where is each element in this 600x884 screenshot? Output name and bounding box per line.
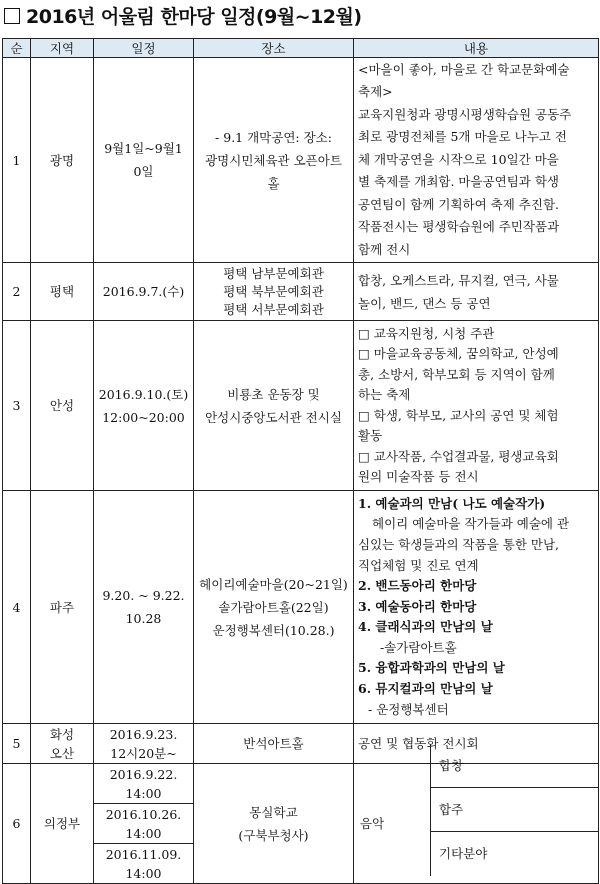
date-line: 2016.11.09. <box>105 846 182 862</box>
content-line: □ 교사작품, 수업결과물, 평생교육회 <box>358 448 559 464</box>
row-region: 광명 <box>31 58 94 263</box>
content-line: 헤이리 예술마을 작가들과 예술에 관 <box>372 516 570 532</box>
table-row <box>3 321 599 491</box>
content-line: 4. 클래식과의 만남의 날 <box>358 619 493 635</box>
content-line: -솔가람아트홀 <box>380 639 457 655</box>
row-date <box>94 804 194 844</box>
content-line: 놀이, 밴드, 댄스 등 공연 <box>358 295 491 311</box>
content-line: 직업체험 및 진로 연계 <box>358 557 479 573</box>
row-category: 음악 <box>354 764 599 884</box>
header-no: 순 <box>3 39 31 58</box>
content-line: 5. 융합과학과의 만남의 날 <box>358 660 505 676</box>
row-date <box>94 491 194 724</box>
place-line: 비룡초 운동장 및 <box>227 386 320 402</box>
row6-items <box>430 744 599 876</box>
row-place: 반석아트홀 <box>194 724 354 764</box>
row-content <box>354 58 599 263</box>
header-date: 일정 <box>94 39 194 58</box>
content-line: 총, 소방서, 학부모회 등 지역이 함께 <box>358 366 555 382</box>
row-date <box>94 58 194 263</box>
item-label: 기타분야 <box>439 846 488 861</box>
row-content <box>354 491 599 724</box>
row6-item <box>431 832 599 876</box>
header-place: 장소 <box>194 39 354 58</box>
content-line: 1. 예술과의 만남( 나도 예술작가) <box>358 495 546 511</box>
content-line: 하는 축제 <box>358 387 411 402</box>
date-line: 2016.9.23. <box>109 726 178 742</box>
date-line: 14:00 <box>125 865 162 881</box>
place-line: 헤이리예술마을(20~21일) <box>199 576 348 592</box>
date-line: 14:00 <box>125 785 162 801</box>
table-header-row <box>3 39 599 58</box>
content-line: 공연팀이 함께 기획하여 축제 추진함. <box>358 196 559 212</box>
row-no: 4 <box>3 491 31 724</box>
table-row <box>3 58 599 263</box>
content-line: 6. 뮤지컬과의 만남의 날 <box>358 681 493 697</box>
date-line: 0일 <box>133 164 154 179</box>
date-line: 12시20분~ <box>110 745 177 761</box>
place-line: 평택 서부문예회관 <box>223 301 324 317</box>
table-row <box>3 491 599 724</box>
row-place <box>194 321 354 491</box>
content-line: <마을이 좋아, 마을로 간 학교문화예술 <box>358 61 570 77</box>
content-line: 심있는 학생들과의 작품을 통한 만남, <box>358 536 559 552</box>
page-title <box>4 4 362 30</box>
place-line: 평택 남부문예회관 <box>223 265 324 281</box>
header-region: 지역 <box>31 39 94 58</box>
row-content: 공연 및 협동화 전시회 <box>354 724 599 764</box>
content-line: □ 교육지원청, 시청 주관 <box>358 325 495 341</box>
content-line: 함께 전시 <box>358 241 411 257</box>
date-line: 12:00~20:00 <box>102 409 185 425</box>
content-line: □ 마을교육공동체, 꿈의학교, 안성예 <box>358 346 559 361</box>
date-line: 2016.9.22. <box>109 766 178 782</box>
content-line: 최로 광명전체를 5개 마을로 나누고 전 <box>358 129 567 145</box>
row-content <box>354 321 599 491</box>
row-place <box>194 58 354 263</box>
row-region: 파주 <box>31 491 94 724</box>
row6-item <box>431 788 599 832</box>
row-place <box>194 263 354 321</box>
table-row <box>3 263 599 321</box>
row-no: 3 <box>3 321 31 491</box>
place-line: 평택 북부문예회관 <box>223 283 324 299</box>
row-place <box>194 764 354 884</box>
title-text: 2016년 어울림 한마당 일정(9월~12월) <box>26 6 362 28</box>
header-content: 내용 <box>354 39 599 58</box>
row-no: 5 <box>3 724 31 764</box>
row-date <box>94 844 194 884</box>
content-line: 별 축제를 개최함. 마을공연팀과 학생 <box>358 174 559 190</box>
row-region <box>31 724 94 764</box>
place-line: (구북부청사) <box>238 827 309 843</box>
row-region: 의정부 <box>31 764 94 884</box>
row-region: 안성 <box>31 321 94 491</box>
content-line: 합창, 오케스트라, 뮤지컬, 연극, 사물 <box>358 272 559 288</box>
content-line: 2. 밴드동아리 한마당 <box>358 578 477 594</box>
date-line: 10.28 <box>125 611 162 626</box>
row-date: 2016.9.7.(수) <box>94 263 194 321</box>
content-line: 작품전시는 평생학습원에 주민작품과 <box>358 219 560 235</box>
checkbox-square-icon <box>4 8 20 24</box>
row-no: 2 <box>3 263 31 321</box>
region-line: 화성 <box>49 726 75 742</box>
place-line: - 9.1 개막공연: 장소: <box>215 129 332 145</box>
date-line: 9.20. ~ 9.22. <box>102 588 185 603</box>
row-date <box>94 764 194 804</box>
content-line: 교육지원청과 광명시평생학습원 공동주 <box>358 106 572 122</box>
content-line: 활동 <box>358 428 383 443</box>
place-line: 솔가람아트홀(22일) <box>218 599 329 615</box>
row6-item <box>431 744 599 788</box>
place-line: 운정행복센터(10.28.) <box>212 622 335 638</box>
row-content <box>354 263 599 321</box>
place-line: 안성시중앙도서관 전시실 <box>205 409 342 425</box>
content-line: 3. 예술동아리 한마당 <box>358 598 477 614</box>
row-no: 6 <box>3 764 31 884</box>
row-date <box>94 321 194 491</box>
content-line: 체 개막공연을 시작으로 10일간 마을 <box>358 151 559 167</box>
place-line: 광명시민체육관 오픈아트 <box>205 152 342 168</box>
content-line: 원의 미술작품 등 전시 <box>358 469 479 484</box>
item-label: 합주 <box>439 802 464 817</box>
row-no: 1 <box>3 58 31 263</box>
date-line: 2016.9.10.(토) <box>98 386 189 402</box>
row-region: 평택 <box>31 263 94 321</box>
place-line: 홀 <box>267 175 280 191</box>
row-date <box>94 724 194 764</box>
date-line: 9월1일~9월1 <box>104 141 183 156</box>
region-line: 오산 <box>49 745 75 761</box>
content-line: - 운정행복센터 <box>368 701 449 717</box>
place-line: 몽실학교 <box>249 804 298 820</box>
date-line: 14:00 <box>125 825 162 841</box>
content-line: □ 학생, 학부모, 교사의 공연 및 체험 <box>358 407 559 423</box>
row-place <box>194 491 354 724</box>
content-line: 축제> <box>358 84 393 100</box>
item-label: 합창 <box>439 758 464 773</box>
date-line: 2016.10.26. <box>105 806 182 822</box>
